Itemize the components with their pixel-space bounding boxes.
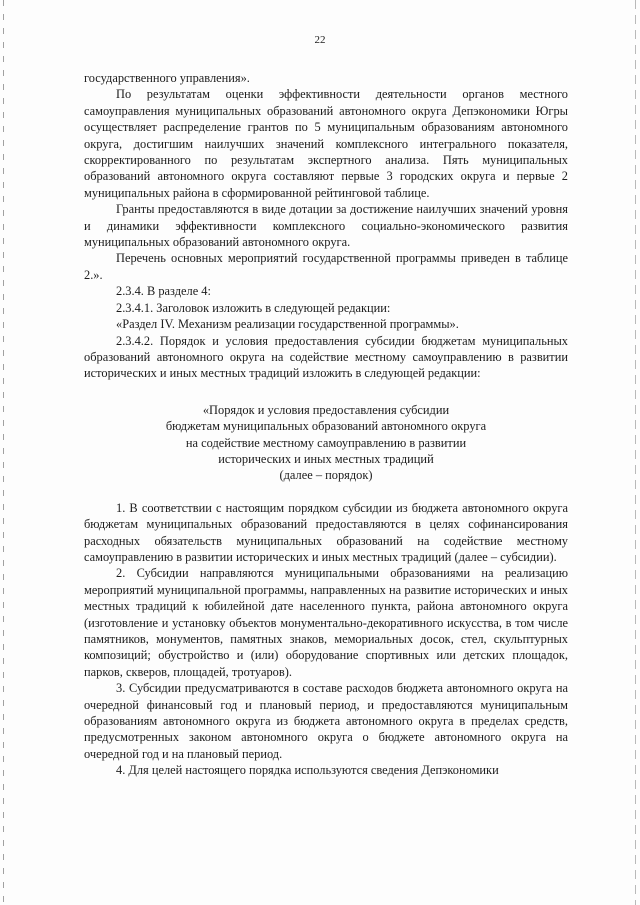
procedure-item-3: 3. Субсидии предусматриваются в составе расходов бюджета автономного округа на очередной финансовый год и плановый период, и предоставляются муниципальным образованиям автономного округа из бюджета автономного округа в пределах средств, предусмотренных законом автономного округа о бюджете автономного округа на очередной год и на плановый период. [84, 681, 568, 761]
scan-edge-right [635, 0, 636, 905]
heading-line: бюджетам муниципальных образований автономного округа [165, 419, 487, 434]
paragraph-procedure-intro: 2.3.4.2. Порядок и условия предоставления субсидии бюджетам муниципальных образований автономного округа на содействие местному самоуправлению в развитии исторических и иных местных традиций изложить в следующей редакции: [84, 333, 568, 381]
document-body [84, 70, 568, 779]
procedure-heading [84, 402, 568, 484]
heading-line: (далее – порядок) [279, 468, 373, 483]
paragraph-heading-change: 2.3.4.1. Заголовок изложить в следующей редакции: [116, 300, 391, 315]
heading-line: «Порядок и условия предоставления субсидии [202, 402, 450, 417]
paragraph-continuation: государственного управления». [84, 71, 250, 85]
procedure-item-1: 1. В соответствии с настоящим порядком субсидии из бюджета автономного округа бюджетам муниципальных образований предоставляются в целях софинансирования расходных обязательств муниципальных образований на содействие местному самоуправлению в развитии исторических и иных местных традиций (далее – субсидии). [84, 500, 568, 564]
paragraph-grants-distribution: По результатам оценки эффективности деятельности органов местного самоуправления муниципальных образований автономного округа Депэкономики Югры осуществляет распределение грантов по 5 муниципальным образованиям автономного округа, достигшим наилучших значений комплексного интегрального показателя, скорректированного по результатам экспертного анализа. Пять муниципальных образований автономного округа составляют первые 3 городских округа и первые 2 муниципальных района в сформированной рейтинговой таблице. [84, 87, 568, 200]
paragraph-section-title: «Раздел IV. Механизм реализации государственной программы». [116, 317, 459, 332]
paragraph-grants-form: Гранты предоставляются в виде дотации за достижение наилучших значений уровня и динамики эффективности комплексного социально-экономического развития муниципальных образований автономного округа. [84, 202, 568, 250]
procedure-item-2: 2. Субсидии направляются муниципальными образованиями на реализацию мероприятий муниципальной программы, направленных на развитие исторических и иных местных традиций к юбилейной дате населенного пункта, района автономного округа (изготовление и установку объектов монументально-декоративного искусства, в том числе памятников, монументов, памятных знаков, мемориальных досок, стел, скульптурных композиций; обустройство и (или) оборудование спортивных или детских площадок, парков, скверов, площадей, тротуаров). [84, 566, 568, 679]
heading-line: исторических и иных местных традиций [218, 451, 434, 466]
page-number: 22 [314, 34, 326, 46]
paragraph-table-reference: Перечень основных мероприятий государственной программы приведен в таблице 2.». [84, 251, 568, 282]
scan-edge-left [3, 0, 4, 905]
paragraph-section-4: 2.3.4. В разделе 4: [116, 284, 211, 299]
procedure-item-4: 4. Для целей настоящего порядка используются сведения Депэкономики [116, 763, 499, 778]
heading-line: на содействие местному самоуправлению в развитии [185, 435, 467, 450]
